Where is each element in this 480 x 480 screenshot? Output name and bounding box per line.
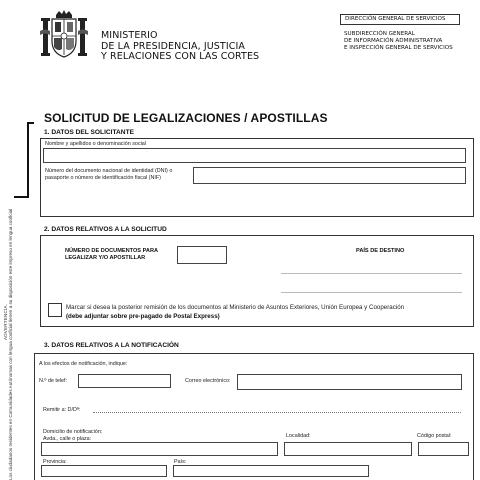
address-field[interactable] — [41, 442, 278, 456]
coat-of-arms-logo — [38, 9, 90, 61]
ministry-line-3: Y RELACIONES CON LAS CORTES — [101, 51, 260, 62]
id-label — [45, 168, 172, 182]
ministry-name — [101, 31, 259, 63]
bracket-bottom — [14, 196, 29, 198]
num-docs-label-line-2: LEGALIZAR Y/O APOSTILLAR — [65, 255, 146, 261]
postal-code-field[interactable] — [418, 442, 469, 456]
ministry-line-1: MINISTERIO — [101, 30, 158, 41]
form-title: SOLICITUD DE LEGALIZACIONES / APOSTILLAS — [44, 111, 328, 125]
address-label-line-2: Avda., calle o plaza: — [43, 436, 92, 442]
address-label — [43, 429, 102, 443]
postal-code-label: Código postal: — [417, 433, 452, 439]
phone-field[interactable] — [78, 374, 171, 388]
destination-label: PAÍS DE DESTINO — [356, 248, 405, 254]
id-label-line-2: pasaporte o número de identificación fiscal (NIF) — [45, 175, 161, 181]
remit-name-line[interactable] — [93, 412, 461, 413]
num-docs-label-line-1: NÚMERO DE DOCUMENTOS PARA — [65, 248, 159, 254]
destination-line-2[interactable] — [281, 292, 462, 293]
locality-field[interactable] — [284, 442, 412, 456]
side-notice — [3, 209, 13, 480]
email-field[interactable] — [237, 374, 462, 390]
country-label: País: — [174, 459, 187, 465]
num-docs-label — [65, 248, 158, 262]
phone-label: N.º de telef: — [39, 378, 68, 384]
subdirectorate-text — [344, 31, 453, 52]
email-label: Correo electrónico: — [185, 378, 231, 384]
remit-checkbox[interactable] — [48, 303, 62, 317]
subdirectorate-line-1: SUBDIRECCIÓN GENERAL — [344, 31, 415, 37]
remit-label: Remitir a: D/Dª: — [43, 407, 81, 413]
id-label-line-1: Número del documento nacional de identidad (DNI) o — [45, 168, 173, 174]
id-number-field[interactable] — [193, 167, 466, 184]
address-label-line-1: Domicilio de notificación: — [43, 429, 103, 435]
checkbox-note: (debe adjuntar sobre pre-pagado de Postal Express) — [66, 313, 220, 320]
locality-label: Localidad: — [286, 433, 311, 439]
destination-line-1[interactable] — [281, 273, 462, 274]
directorate-box: DIRECCIÓN GENERAL DE SERVICIOS — [340, 14, 460, 25]
section3-title: 3. DATOS RELATIVOS A LA NOTIFICACIÓN — [44, 342, 179, 349]
province-field[interactable] — [41, 465, 167, 477]
checkbox-text: Marcar si desea la posterior remisión de los documentos al Ministerio de Asuntos Exteriores, Unión Europea y Cooperación — [66, 304, 405, 311]
name-field[interactable] — [43, 148, 466, 163]
num-docs-field[interactable] — [177, 246, 227, 264]
section3-box — [34, 353, 474, 480]
province-label: Provincia: — [43, 459, 67, 465]
section1-title: 1. DATOS DEL SOLICITANTE — [44, 129, 134, 136]
country-field[interactable] — [173, 465, 369, 477]
ministry-line-2: DE LA PRESIDENCIA, JUSTICIA — [101, 40, 245, 52]
side-notice-heading: ADVERTENCIA. — [3, 303, 8, 340]
notification-intro: A los efectos de notificación, indique: — [39, 361, 128, 367]
bracket-vertical — [27, 122, 29, 196]
subdirectorate-line-2: DE INFORMACIÓN ADMINISTRATIVA — [344, 38, 443, 44]
section2-title: 2. DATOS RELATIVOS A LA SOLICITUD — [44, 226, 167, 233]
side-notice-text: Los ciudadanos residentes en Comunidades Autónomas con lengua cooficial tienen a su disposición este impreso en lengua cooficial — [8, 208, 14, 480]
subdirectorate-line-3: E INSPECCIÓN GENERAL DE SERVICIOS — [344, 45, 453, 51]
name-label: Nombre y apellidos o denominación social — [45, 141, 146, 147]
